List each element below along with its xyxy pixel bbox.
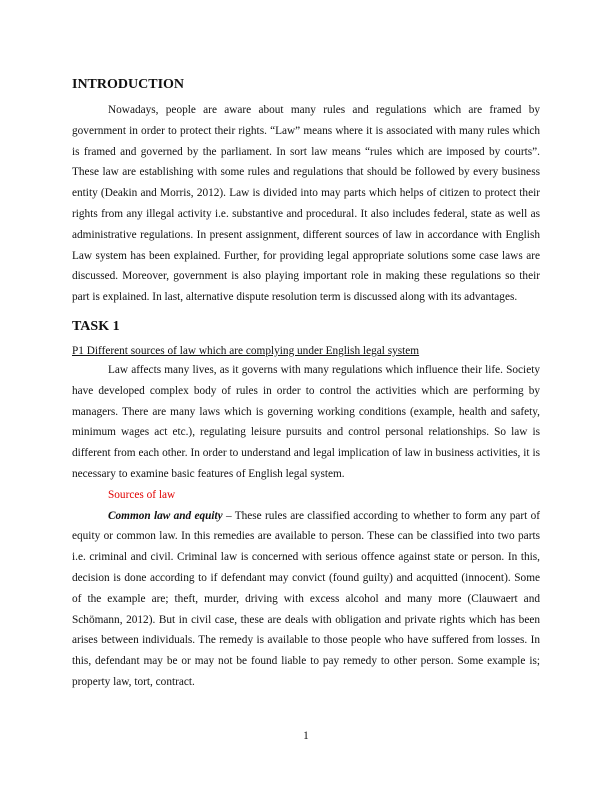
page-number: 1 xyxy=(303,730,309,742)
sources-of-law-label: Sources of law xyxy=(108,488,176,501)
p1-subheading: P1 Different sources of law which are complying under English legal system xyxy=(72,344,420,357)
task1-paragraph: Law affects many lives, as it governs with many regulations which influence their life. Society have developed complex body of rules in order to control the activities which are performing by managers. There are many laws which is governing working conditions (example, health and safety, minimum wages act etc.), regulating leisure pursuits and control personal relationships. So law is different from each other. In order to understand and legal implication of law in business activities, it is necessary to examine basic features of English legal system. xyxy=(72,363,540,480)
common-law-lead: Common law and equity xyxy=(108,509,223,522)
common-law-paragraph xyxy=(72,506,540,693)
page-content xyxy=(72,76,540,693)
introduction-paragraph: Nowadays, people are aware about many rules and regulations which are framed by government in order to protect their rights. “Law” means where it is associated with many rules which is framed and governed by the parliament. In sort law means “rules which are imposed by courts”. These law are establishing with some rules and regulations that should be followed by every business entity (Deakin and Morris, 2012). Law is divided into may parts which helps of citizen to protect their rights from any illegal activity i.e. substantive and procedural. It also includes federal, state as well as administrative regulations. In present assignment, different sources of law in accordance with English Law system has been explained. Further, for providing legal appropriate solutions some case laws are discussed. Moreover, government is also playing important role in making these regulations so their part is explained. In last, alternative dispute resolution term is discussed along with its advantages. xyxy=(72,104,540,304)
common-law-text: – These rules are classified according to whether to form any part of equity or common law. In this remedies are available to person. These can be classified into two parts i.e. criminal and civil. Criminal law is concerned with serious offence against state or person. In this, decision is done according to if defendant may convict (found guilty) and acquitted (innocent). Some of the example are; theft, murder, driving with excess alcohol and many more (Clauwaert and Schömann, 2012). But in civil case, these are deals with obligation and private rights which has been arises between individuals. The remedy is available to those people who have suffered from losses. In this, defendant may be or may not be found liable to pay remedy to other person. Some example is; property law, tort, contract. xyxy=(72,509,540,688)
spacer xyxy=(72,308,540,318)
task1-heading: TASK 1 xyxy=(72,318,120,334)
introduction-heading: INTRODUCTION xyxy=(72,77,185,92)
